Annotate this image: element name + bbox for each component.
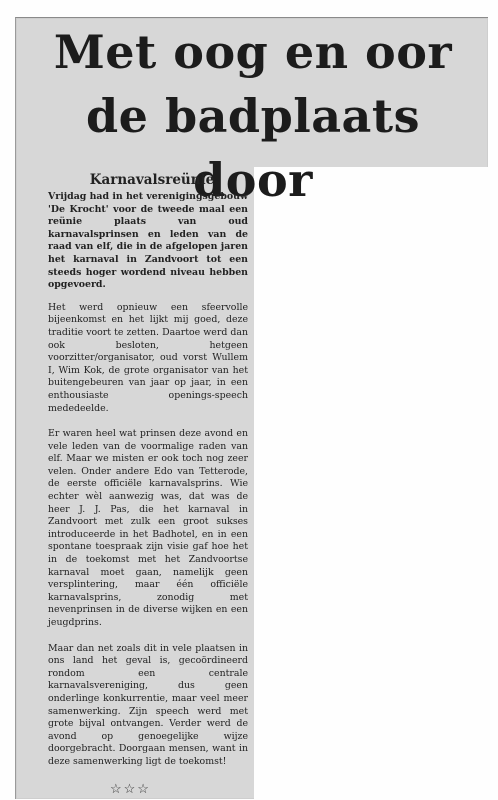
- article-column: [48, 172, 248, 797]
- article-paragraph: Maar dan net zoals dit in vele plaatsen in ons land het geval is, gecoördineerd rondom een centrale karnavalsvereniging, dus geen onderlinge konkurrentie, maar veel meer samenwerking. Zijn speech werd met grote bijval ontvangen. Verder werd de avond op genoegelijke wijze doorgebracht. Doorgaan mensen, want in deze samenwerking ligt de toekomst!: [48, 642, 248, 767]
- article-subhead: Karnavalsreünie: [89, 172, 215, 188]
- headline-line-1: Met oog en oor: [53, 25, 453, 79]
- clipping-cutout-blank: [254, 167, 494, 800]
- article-paragraph: Het werd opnieuw een sfeervolle bijeenkomst en het lijkt mij goed, deze traditie voort te zetten. Daartoe werd dan ook besloten, hetgeen voorzitter/organisator, oud vorst Wullem I, Wim Kok, de grote organisator van het buitengebeuren van jaar op jaar, in een enthousiaste openings-speech mededeelde.: [48, 301, 248, 414]
- end-stars: ☆☆☆: [110, 781, 151, 797]
- headline-line-2: de badplaats door: [86, 89, 420, 207]
- article-lead: Vrijdag had in het verenigingsgebouw 'De Krocht' voor de tweede maal een reünie plaats van oud karnavalsprinsen en leden van de raad van elf, die in de afgelopen jaren het karnaval in Zandvoort tot een steeds hoger wordend niveau hebben opgevoerd.: [48, 191, 249, 291]
- article-paragraph: Er waren heel wat prinsen deze avond en vele leden van de voormalige raden van elf. Maar we misten er ook toch nog zeer velen. Onder andere Edo van Tetterode, de eerste officiële karnavalsprins. Wie echter wèl aanwezig was, dat was de heer J. J. Pas, die het karnaval in Zandvoort met zulk een groot sukses introduceerde in het Badhotel, en in een spontane toespraak zijn visie gaf hoe het in de toekomst met het Zandvoortse karnaval moet gaan, namelijk geen versplintering, maar één officiële karnavalsprins, zonodig met nevenprinsen in de diverse wijken en een jeugdprins.: [48, 428, 248, 628]
